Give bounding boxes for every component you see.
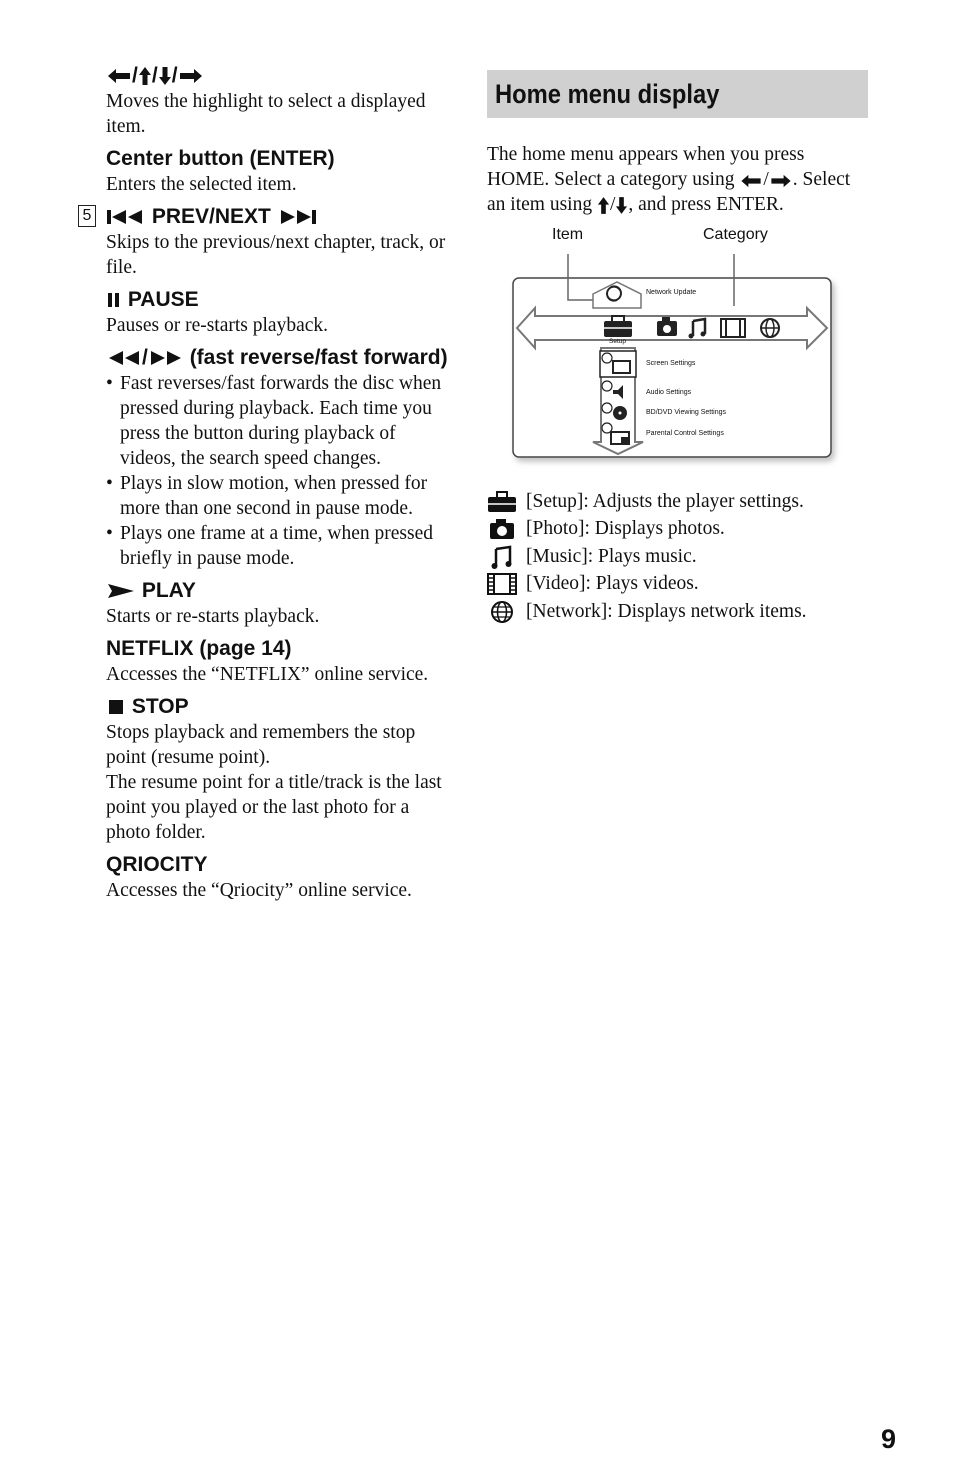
section-arrow-buttons — [106, 62, 456, 139]
network-globe-icon — [487, 600, 517, 624]
prev-next-heading — [106, 203, 456, 230]
menu-item-audio-settings: Audio Settings — [646, 389, 692, 396]
bullet-item: • Plays in slow motion, when pressed for more than one second in pause mode. — [106, 471, 456, 521]
fast-forward-icon — [148, 349, 184, 367]
legend-text: [Photo]: Displays photos. — [526, 518, 725, 540]
legend-row-photo — [487, 516, 887, 544]
menu-item-screen-settings: Screen Settings — [646, 360, 696, 367]
section-netflix — [106, 635, 456, 687]
callout-number-5: 5 — [78, 205, 96, 227]
play-label: PLAY — [141, 579, 196, 602]
arrow-up-icon — [138, 66, 152, 86]
section-prev-next — [82, 203, 456, 280]
legend-row-music — [487, 543, 887, 571]
bullet-item: • Plays one frame at a time, when pressed briefly in pause mode. — [106, 521, 456, 571]
pause-desc: Pauses or re-starts playback. — [106, 315, 329, 336]
netflix-heading: NETFLIX (page 14) — [106, 637, 292, 660]
legend-row-setup — [487, 488, 887, 516]
prev-next-desc: Skips to the previous/next chapter, track, or file. — [106, 232, 446, 278]
fast-search-heading: / (fast reverse/fast forward) — [106, 344, 456, 371]
intro-text-3: , and press ENTER. — [628, 194, 784, 215]
legend-text: [Network]: Displays network items. — [526, 600, 807, 622]
play-desc: Starts or re-starts playback. — [106, 606, 320, 627]
arrow-left-icon — [739, 174, 763, 188]
music-note-icon — [487, 545, 517, 569]
right-column — [487, 70, 868, 217]
section-title: Home menu display — [495, 78, 720, 109]
bullet-item: • Fast reverses/fast forwards the disc when pressed during playback. Each time you press the button during playback of videos, the search speed changes. — [106, 371, 456, 471]
legend-text: [Music]: Plays music. — [526, 545, 697, 567]
fast-reverse-icon — [106, 349, 142, 367]
stop-desc-2: The resume point for a title/track is the last point you played or the last photo for a photo folder. — [106, 772, 442, 843]
center-button-desc: Enters the selected item. — [106, 174, 297, 195]
section-qriocity — [106, 851, 456, 903]
arrow-down-icon — [158, 66, 172, 86]
section-play — [106, 577, 456, 629]
next-track-icon — [277, 208, 317, 226]
arrow-up-icon — [597, 196, 610, 215]
qriocity-desc: Accesses the “Qriocity” online service. — [106, 880, 412, 901]
section-stop — [106, 693, 456, 845]
legend-row-network — [487, 598, 887, 626]
network-update-label: Network Update — [646, 289, 697, 296]
play-icon — [106, 582, 136, 600]
stop-heading — [106, 693, 456, 720]
left-column — [82, 62, 456, 909]
prev-next-label: PREV/NEXT — [151, 205, 271, 228]
prev-track-icon — [106, 208, 146, 226]
arrow-right-icon — [178, 68, 204, 84]
pause-icon — [106, 291, 122, 309]
arrow-right-icon — [769, 174, 793, 188]
center-button-heading: Center button (ENTER) — [106, 147, 335, 170]
category-legend — [487, 488, 887, 626]
arrow-down-icon — [615, 196, 628, 215]
legend-row-video — [487, 571, 887, 599]
video-film-icon — [487, 572, 517, 596]
page-number: 9 — [880, 1424, 896, 1454]
section-center-button — [106, 145, 456, 197]
intro-paragraph: The home menu appears when you press HOME. Select a category using / . Select an item using / , and press ENTER. — [487, 144, 851, 215]
item-callout-label: Item — [552, 226, 584, 243]
pause-label: PAUSE — [127, 288, 199, 311]
intro-text-1: The home menu appears when you press HOME. Select a category using — [487, 144, 805, 190]
stop-desc-1: Stops playback and remembers the stop point (resume point). — [106, 722, 416, 768]
arrow-buttons-desc: Moves the highlight to select a displayed item. — [106, 91, 426, 137]
home-menu-diagram — [505, 220, 845, 470]
setup-toolbox-icon — [487, 490, 517, 514]
fast-search-bullets — [106, 371, 456, 571]
menu-item-parental-control: Parental Control Settings — [646, 430, 724, 437]
stop-icon — [106, 698, 126, 716]
qriocity-heading: QRIOCITY — [106, 853, 208, 876]
setup-caption: Setup — [609, 338, 626, 345]
section-pause — [106, 286, 456, 338]
section-fast-search — [106, 344, 456, 571]
stop-label: STOP — [131, 695, 189, 718]
netflix-desc: Accesses the “NETFLIX” online service. — [106, 664, 429, 685]
legend-text: [Setup]: Adjusts the player settings. — [526, 490, 804, 512]
photo-camera-icon — [487, 517, 517, 541]
arrow-buttons-heading: / / / — [106, 62, 456, 89]
play-heading — [106, 577, 456, 604]
fast-search-label: (fast reverse/fast forward) — [189, 346, 448, 369]
menu-item-bd-dvd-settings: BD/DVD Viewing Settings — [646, 409, 727, 416]
legend-text: [Video]: Plays videos. — [526, 573, 699, 595]
section-title-banner — [487, 70, 868, 118]
category-callout-label: Category — [703, 226, 768, 243]
pause-heading — [106, 286, 456, 313]
arrow-left-icon — [106, 68, 132, 84]
intro-text-2: Select an item using — [487, 169, 851, 215]
